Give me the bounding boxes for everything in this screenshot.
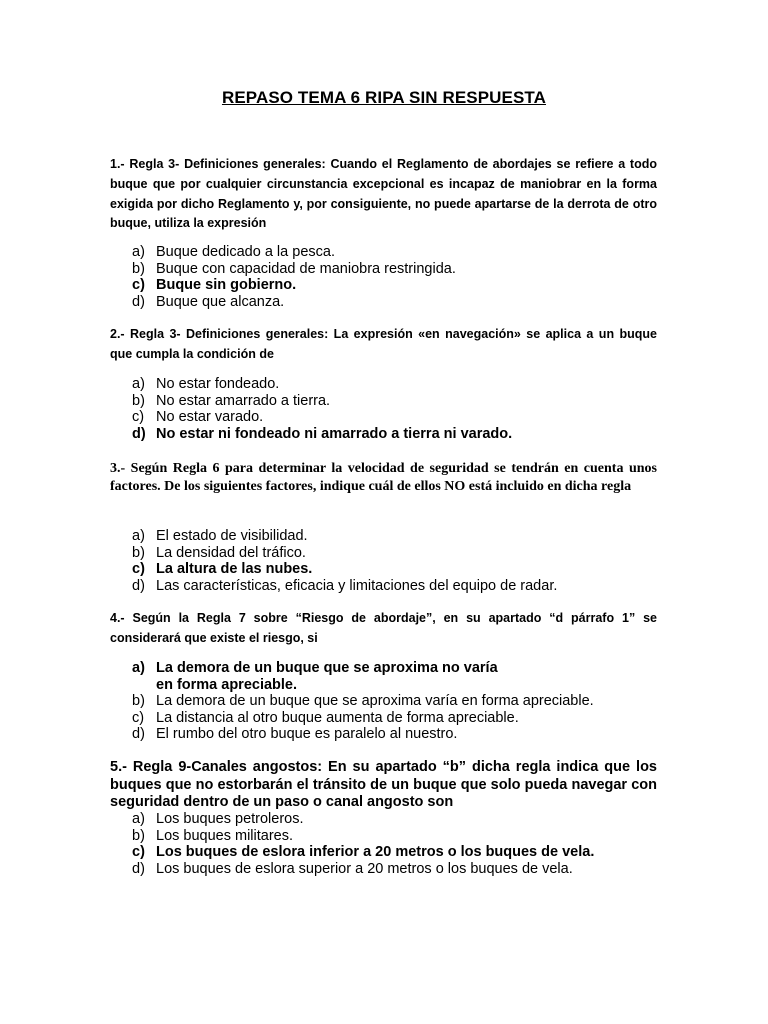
- option-letter: d): [132, 425, 146, 442]
- question-4-options: [132, 660, 662, 743]
- page-title: REPASO TEMA 6 RIPA SIN RESPUESTA: [221, 88, 547, 107]
- option-text: La densidad del tráfico.: [156, 544, 306, 561]
- option-letter: c): [132, 844, 145, 860]
- option-text: La altura de las nubes.: [156, 561, 313, 577]
- question-4-text: 4.- Según la Regla 7 sobre “Riesgo de abordaje”, en su apartado “d párrafo 1” se considerará que existe el riesgo, si: [110, 611, 657, 645]
- question-3-options: [132, 528, 662, 594]
- option-letter: d): [132, 860, 145, 877]
- option-text: Los buques militares.: [156, 827, 294, 844]
- option: [132, 726, 662, 743]
- question-1-text: 1.- Regla 3- Definiciones generales: Cuando el Reglamento de abordajes se refiere a todo buque que por cualquier circunstancia excepcional es incapaz de maniobrar en la forma exigida por dicho Reglamento y, por consiguiente, no puede apartarse de la derrota de otro buque, utiliza la expresión: [110, 157, 657, 231]
- option-letter: d): [132, 726, 145, 742]
- option-correct: [132, 277, 662, 294]
- question-1-options: [132, 244, 662, 310]
- option-text: Los buques petroleros.: [156, 811, 304, 827]
- option-text: La demora de un buque que se aproxima varía en forma apreciable.: [156, 693, 594, 709]
- option-letter: b): [132, 392, 145, 409]
- option: [132, 828, 662, 845]
- option-letter: a): [132, 528, 145, 544]
- option-correct: [132, 844, 662, 861]
- option: [132, 409, 662, 426]
- option-text: No estar fondeado.: [156, 376, 280, 392]
- question-5-options: [132, 811, 662, 877]
- option-letter: d): [132, 577, 145, 594]
- option-text: Los buques de eslora inferior a 20 metros o los buques de vela.: [156, 844, 595, 860]
- option-text: No estar amarrado a tierra.: [156, 392, 331, 409]
- option-correct: [132, 660, 662, 693]
- option-text: No estar ni fondeado ni amarrado a tierra ni varado.: [156, 425, 513, 442]
- option-letter: c): [132, 709, 145, 726]
- option: [132, 710, 662, 727]
- option-letter: d): [132, 293, 145, 310]
- question-5-text: 5.- Regla 9-Canales angostos: En su apartado “b” dicha regla indica que los buques que no estorbarán el tránsito de un buque que solo pueda navegar con seguridad dentro de un paso o canal angosto son: [110, 759, 657, 810]
- question-2-text: 2.- Regla 3- Definiciones generales: La expresión «en navegación» se aplica a un buque que cumpla la condición de: [110, 327, 657, 361]
- option-letter: b): [132, 827, 145, 844]
- option: [132, 861, 662, 878]
- option: [132, 811, 662, 828]
- option: [132, 393, 662, 410]
- option: [132, 376, 662, 393]
- option-text: Buque con capacidad de maniobra restringida.: [156, 260, 456, 277]
- option: [132, 545, 662, 562]
- option-text: Las características, eficacia y limitaciones del equipo de radar.: [156, 577, 558, 594]
- option-letter: c): [132, 409, 145, 425]
- option: [132, 528, 662, 545]
- option-letter: b): [132, 260, 145, 277]
- option-text: El estado de visibilidad.: [156, 528, 308, 544]
- option-text: La demora de un buque que se aproxima no varía en forma apreciable.: [156, 660, 498, 693]
- option-letter: c): [132, 561, 145, 577]
- option-letter: a): [132, 811, 145, 827]
- option-text: El rumbo del otro buque es paralelo al nuestro.: [156, 726, 458, 742]
- option-letter: c): [132, 277, 145, 293]
- option-correct: [132, 561, 662, 578]
- option-text: Los buques de eslora superior a 20 metros o los buques de vela.: [156, 860, 573, 877]
- option-letter: a): [132, 244, 145, 260]
- option-text: Buque sin gobierno.: [156, 277, 297, 293]
- option: [132, 693, 662, 710]
- option: [132, 261, 662, 278]
- question-2-options: [132, 376, 662, 442]
- option-text: Buque dedicado a la pesca.: [156, 244, 335, 260]
- option: [132, 578, 662, 595]
- option-text: Buque que alcanza.: [156, 293, 285, 310]
- option-correct: [132, 426, 662, 443]
- option-text: La distancia al otro buque aumenta de forma apreciable.: [156, 709, 519, 726]
- option: [132, 294, 662, 311]
- option-text: No estar varado.: [156, 409, 264, 425]
- question-3-text: 3.- Según Regla 6 para determinar la velocidad de seguridad se tendrán en cuenta unos factores. De los siguientes factores, indique cuál de ellos NO está incluido en dicha regla: [110, 461, 657, 494]
- option: [132, 244, 662, 261]
- option-letter: a): [132, 660, 145, 676]
- option-letter: a): [132, 376, 145, 392]
- option-letter: b): [132, 544, 145, 561]
- option-letter: b): [132, 693, 145, 709]
